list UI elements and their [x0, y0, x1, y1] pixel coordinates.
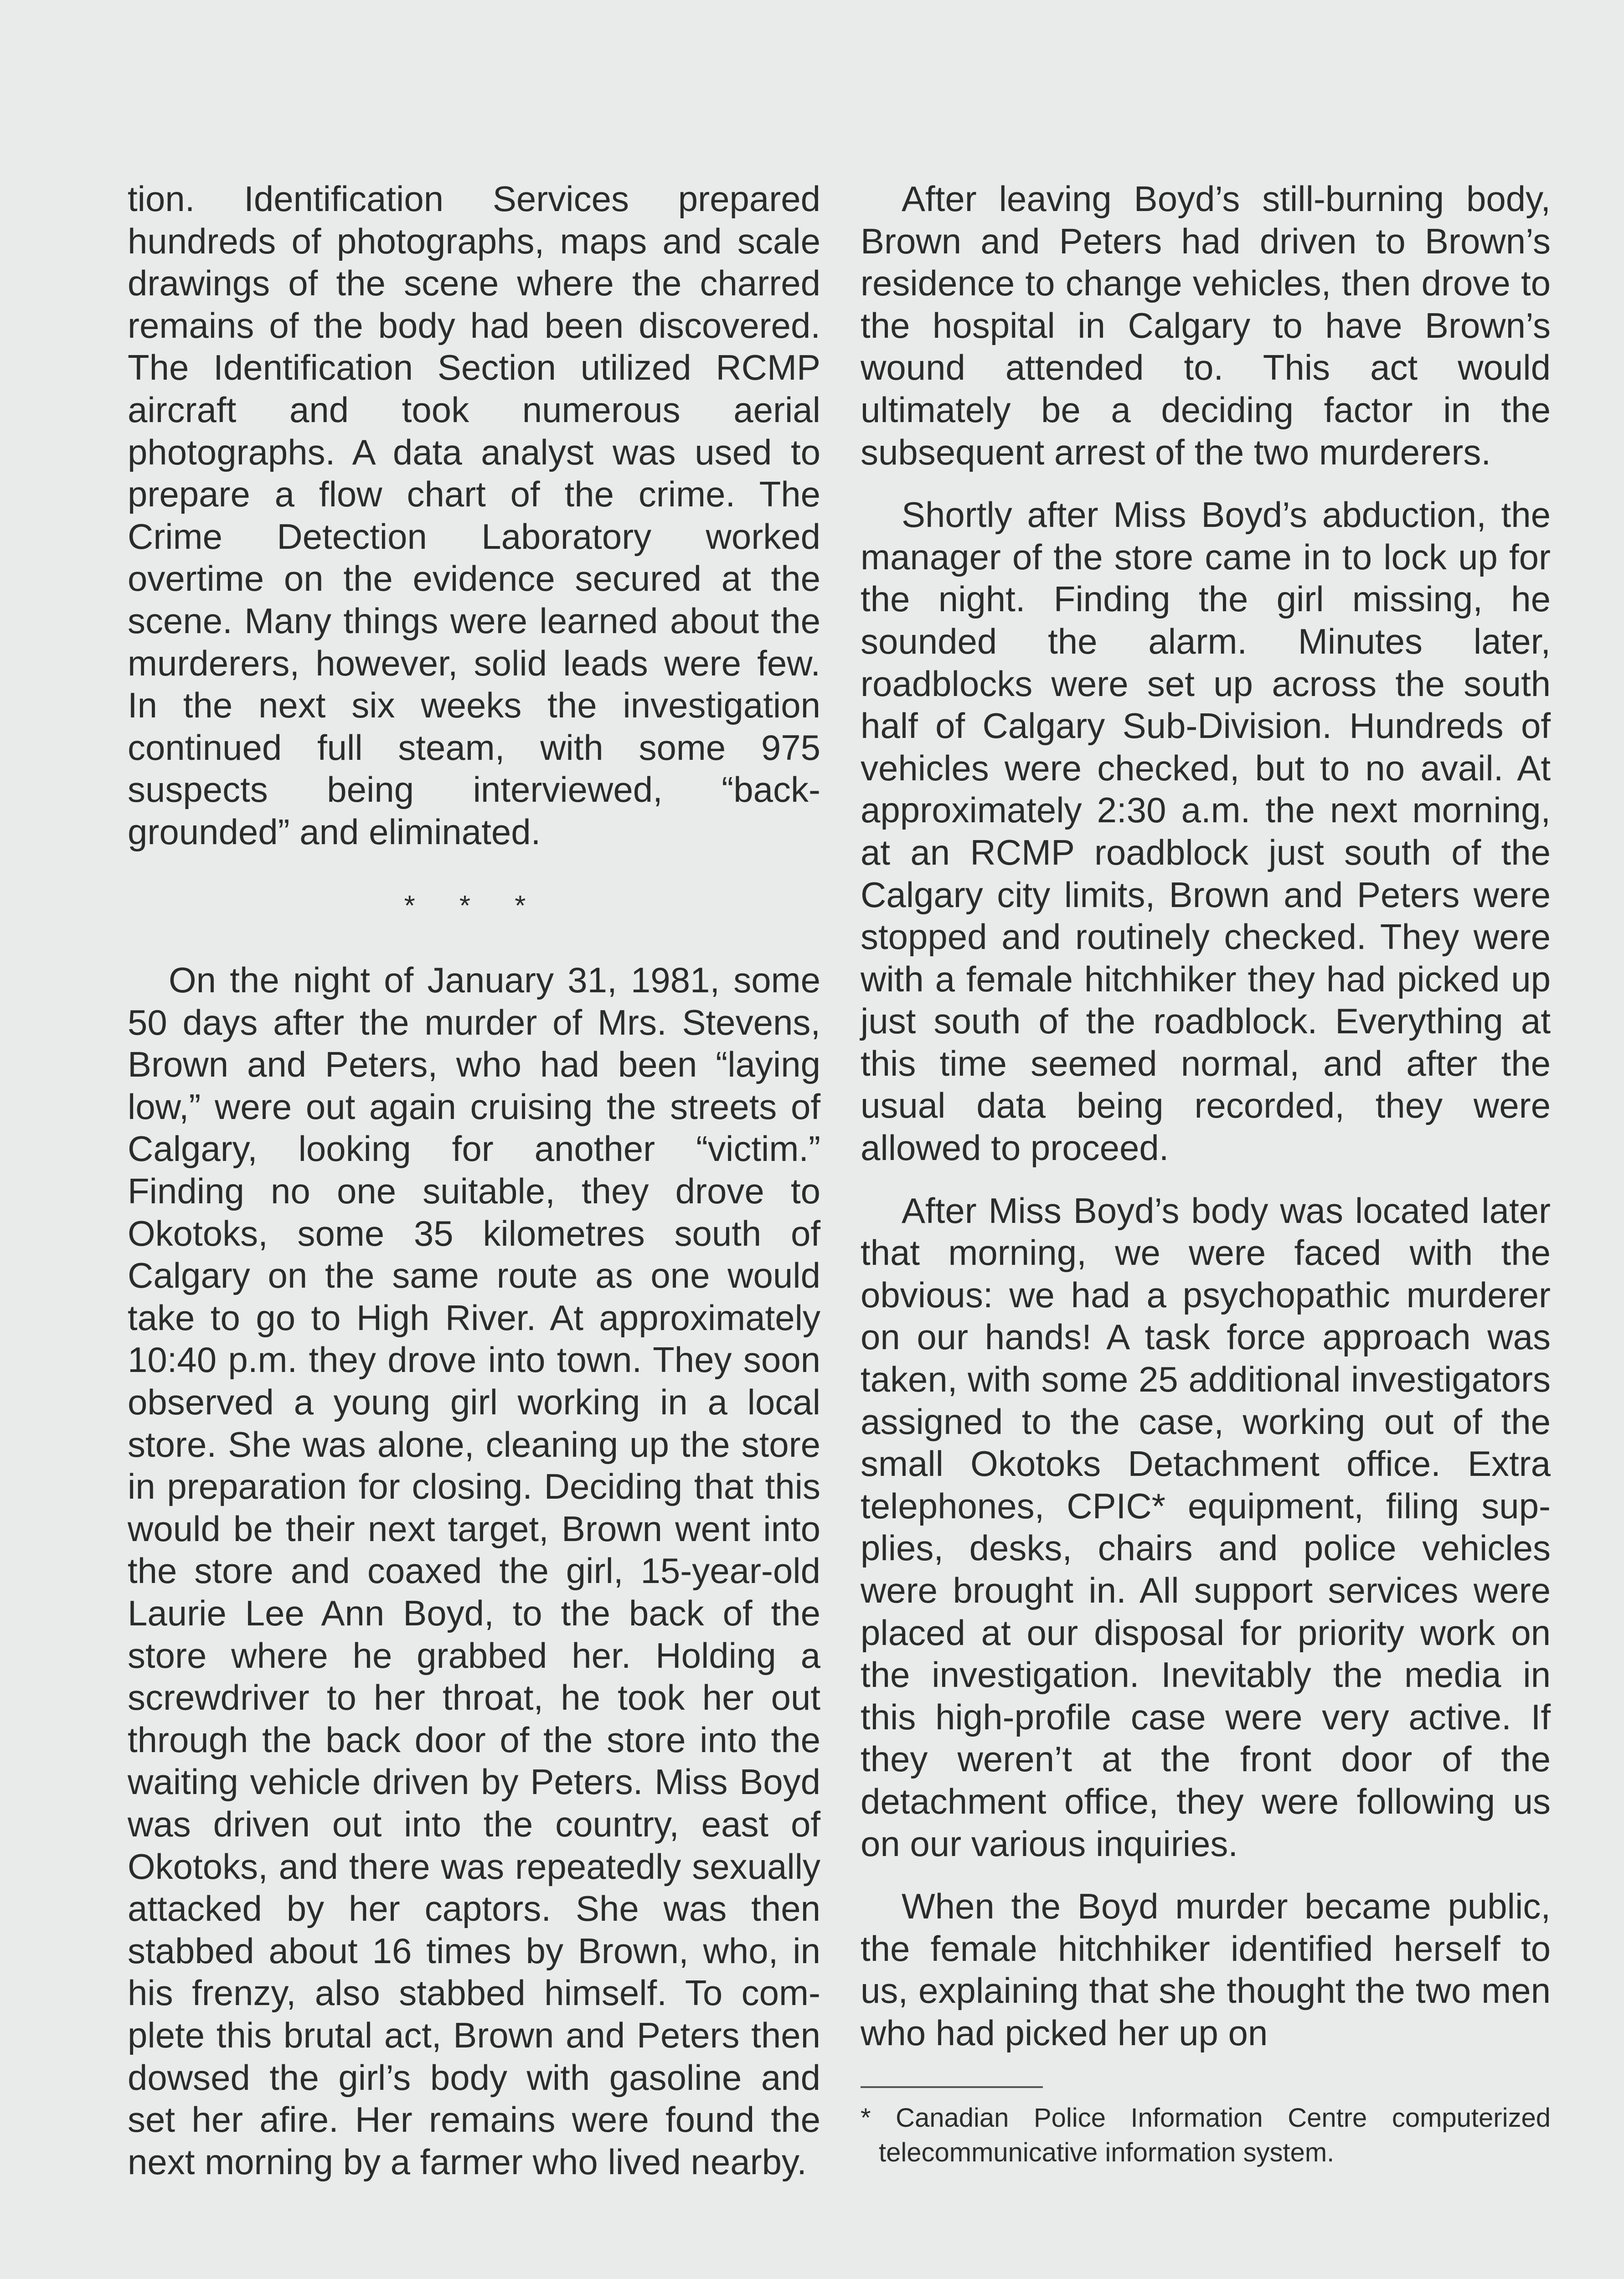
paragraph: After Miss Boyd’s body was located later that morning, we were faced with the obvious: we had a psychopathic murderer on our hands! A task force approach was taken, with some 25 additional investigators assigned to the case, working out of the small Okotoks Detachment office. Extra telephones, CPIC* equipment, filing supplies, desks, chairs and police vehicles were brought in. All support services were placed at our disposal for priority work on the investigation. Inevitably the media in this high-profile case were very active. If they weren’t at the front door of the detachment office, they were following us on our various inquiries.: [861, 1190, 1551, 1864]
footnote-divider: [861, 2086, 1043, 2088]
paragraph: After leaving Boyd’s still-burning body, Brown and Peters had driven to Brown’s residence to change vehicles, then drove to the hospital in Calgary to have Brown’s wound attended to. This act would ultimately be a deciding factor in the subsequent arrest of the two murderers.: [861, 179, 1551, 472]
right-column: [861, 178, 1551, 2170]
paragraph: tion. Identification Services prepared hundreds of photographs, maps and scale drawings of the scene where the charred remains of the body had been discovered. The Identification Section utilized RCMP aircraft and took numerous aerial photographs. A data analyst was used to prepare a flow chart of the crime. The Crime Detection Laboratory worked overtime on the evidence secured at the scene. Many things were learned about the murderers, however, solid leads were few. In the next six weeks the investigation continued full steam, with some 975 suspects being interviewed, “backgrounded” and eliminated.: [128, 179, 820, 852]
footnote: * Canadian Police Information Centre computerized telecommunicative information system.: [861, 2103, 1551, 2167]
paragraph: When the Boyd murder became public, the female hitchhiker identified herself to us, explaining that she thought the two men who had picked her up on: [861, 1886, 1551, 2053]
paragraph: Shortly after Miss Boyd’s abduction, the manager of the store came in to lock up for the night. Finding the girl missing, he sounded the alarm. Minutes later, roadblocks were set up across the south half of Calgary Sub-Division. Hundreds of vehicles were checked, but to no avail. At approximately 2:30 a.m. the next morning, at an RCMP roadblock just south of the Calgary city limits, Brown and Peters were stopped and routinely checked. They were with a female hitchhiker they had picked up just south of the roadblock. Everything at this time seemed normal, and after the usual data being recorded, they were allowed to proceed.: [861, 495, 1551, 1168]
section-separator: * * *: [404, 890, 544, 922]
left-column: [128, 178, 820, 2183]
paragraph: On the night of January 31, 1981, some 50 days after the murder of Mrs. Stevens, Brown and Peters, who had been “laying low,” were out again cruising the streets of Calgary, looking for another “victim.” Finding no one suitable, they drove to Okotoks, some 35 kilometres south of Calgary on the same route as one would take to go to High River. At approximately 10:40 p.m. they drove into town. They soon observed a young girl working in a local store. She was alone, cleaning up the store in preparation for closing. Deciding that this would be their next target, Brown went into the store and coaxed the girl, 15-year-old Laurie Lee Ann Boyd, to the back of the store where he grabbed her. Holding a screwdriver to her throat, he took her out through the back door of the store into the waiting vehicle driven by Peters. Miss Boyd was driven out into the country, east of Okotoks, and there was repeatedly sexually attacked by her captors. She was then stabbed about 16 times by Brown, who, in his frenzy, also stabbed himself. To complete this brutal act, Brown and Peters then dowsed the girl’s body with gasoline and set her afire. Her remains were found the next morning by a farmer who lived nearby.: [128, 960, 820, 2182]
